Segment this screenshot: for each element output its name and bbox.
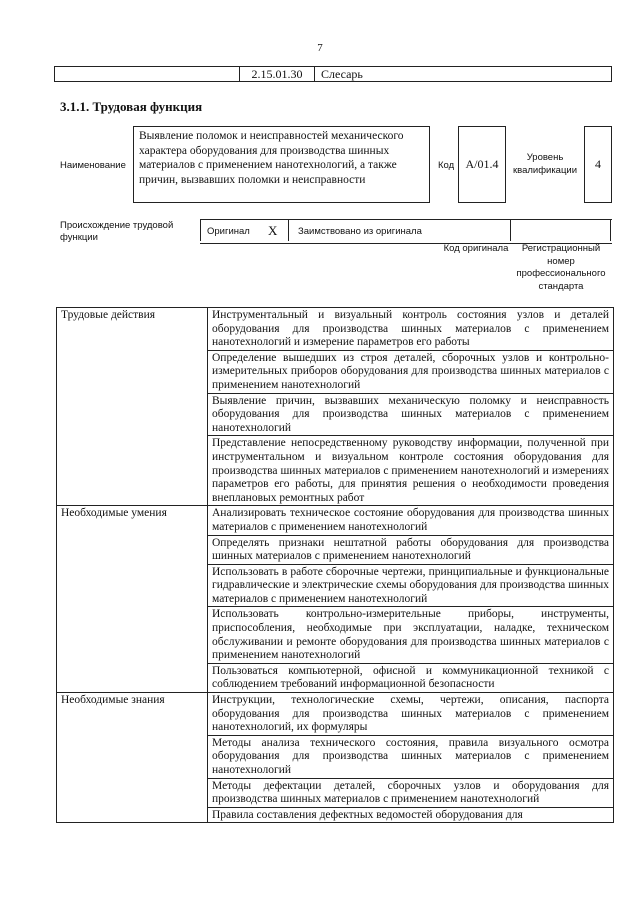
section-title: 3.1.1. Трудовая функция bbox=[60, 99, 203, 114]
category-cell: Трудовые действия bbox=[57, 308, 208, 506]
table-row bbox=[57, 308, 614, 351]
table-row bbox=[57, 693, 614, 736]
function-name-box: Выявление поломок и неисправностей механического характера оборудования для производства шинных материалов с применением нанотехнологий, а также причин, вызвавших поломки и неисправности bbox=[133, 126, 430, 203]
table-cell: Инструментальный и визуальный контроль состояния узлов и деталей оборудования для производства шинных материалов с применением нанотехнологий и измерение параметров его работы bbox=[208, 308, 614, 351]
occupation-name: Слесарь bbox=[321, 67, 363, 81]
table-cell: Выявление причин, вызвавших механическую поломку и неисправность оборудования для производства шинных материалов с применением нанотехнологий bbox=[208, 393, 614, 436]
code-original-caption: Код оригинала bbox=[443, 243, 509, 254]
origin-original: Оригинал bbox=[207, 226, 250, 237]
page-number: 7 bbox=[317, 42, 323, 54]
name-label: Наименование bbox=[60, 160, 126, 171]
table-cell: Методы дефектации деталей, сборочных узлов и оборудования для производства шинных материалов с применением нанотехнологий bbox=[208, 778, 614, 807]
origin-borrowed: Заимствовано из оригинала bbox=[298, 226, 422, 237]
function-details-table bbox=[56, 307, 614, 823]
table-cell: Использовать контрольно-измерительные приборы, инструменты, приспособления, необходимые при эксплуатации, наладке, техническом обслуживании и ремонте оборудования для производства шинных материалов с применением нанотехнологий bbox=[208, 607, 614, 663]
table-cell: Правила составления дефектных ведомостей оборудования для bbox=[208, 807, 614, 823]
origin-mark: X bbox=[268, 223, 278, 238]
table-cell: Методы анализа технического состояния, правила визуального осмотра оборудования для производства шинных материалов с применением нанотехнологий bbox=[208, 735, 614, 778]
table-cell: Представление непосредственному руководству информации, полученной при инструментальном и визуальном контроле состояния оборудования для производства шинных материалов с применением нанотехнологий и измерениях параметров его работы, для принятия решения о необходимости проведения внеплановых ремонтных работ bbox=[208, 436, 614, 506]
origin-row bbox=[200, 219, 612, 244]
code-label: Код bbox=[438, 160, 455, 171]
table-cell: Определять признаки нештатной работы оборудования для производства шинных материалов с применением нанотехнологий bbox=[208, 535, 614, 564]
level-box: 4 bbox=[584, 126, 612, 203]
occupation-header bbox=[54, 66, 612, 82]
table-cell: Определение вышедших из строя деталей, сборочных узлов и контрольно-измерительных приборов оборудования для производства шинных материалов с применением нанотехнологий bbox=[208, 350, 614, 393]
occupation-code: 2.15.01.30 bbox=[239, 67, 315, 81]
category-cell: Необходимые знания bbox=[57, 693, 208, 823]
table-cell: Пользоваться компьютерной, офисной и коммуникационной техникой с соблюдением требований информационной безопасности bbox=[208, 663, 614, 692]
level-label: Уровень квалификации bbox=[512, 152, 578, 176]
table-cell: Использовать в работе сборочные чертежи, принципиальные и функциональные гидравлические и электрические схемы оборудования для производства шинных материалов с применением нанотехнологий bbox=[208, 564, 614, 607]
reg-number-caption: Регистрационный номер профессионального стандарта bbox=[516, 243, 606, 292]
category-cell: Необходимые умения bbox=[57, 506, 208, 693]
table-cell: Анализировать техническое состояние оборудования для производства шинных материалов с применением нанотехнологий bbox=[208, 506, 614, 535]
function-code-box: A/01.4 bbox=[458, 126, 506, 203]
origin-label: Происхождение трудовой функции bbox=[60, 220, 174, 243]
table-row bbox=[57, 506, 614, 535]
table-cell: Инструкции, технологические схемы, чертежи, описания, паспорта оборудования для производства шинных материалов с применением нанотехнологий, их формуляры bbox=[208, 693, 614, 736]
